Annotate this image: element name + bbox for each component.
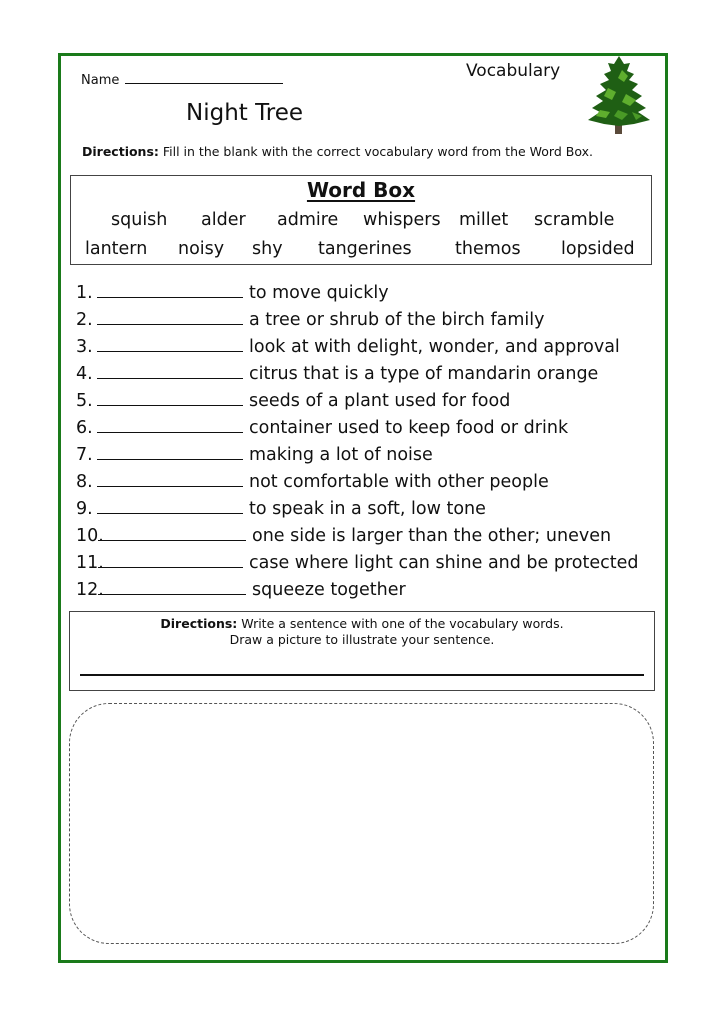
answer-blank[interactable] [97,441,243,460]
question-number: 4. [76,364,93,384]
answer-blank[interactable] [97,468,243,487]
question-definition: to speak in a soft, low tone [249,499,486,519]
question-row [76,522,611,549]
directions-text: Fill in the blank with the correct vocabulary word from the Word Box. [158,144,593,159]
word-item: lopsided [561,239,635,259]
question-definition: one side is larger than the other; uneven [252,526,612,546]
word-box [70,175,652,265]
word-item: whispers [363,210,441,230]
question-definition: making a lot of noise [249,445,433,465]
question-row [76,414,568,441]
word-item: tangerines [318,239,412,259]
pine-tree-icon [586,54,652,136]
answer-blank[interactable] [97,360,243,379]
directions-label: Directions: [160,616,238,631]
question-row [76,576,406,603]
answer-blank[interactable] [98,522,246,541]
question-definition: case where light can shine and be protected [249,553,639,573]
question-row [76,306,544,333]
sentence-writing-line[interactable] [80,674,644,676]
question-row [76,441,433,468]
question-number: 8. [76,472,93,492]
word-item: themos [455,239,521,259]
word-item: squish [111,210,168,230]
directions-fill-in [82,144,593,159]
name-blank[interactable] [125,70,283,84]
question-row [76,279,389,306]
answer-blank[interactable] [97,306,243,325]
question-definition: container used to keep food or drink [249,418,569,438]
sentence-directions-box [69,611,655,691]
question-definition: to move quickly [249,283,389,303]
question-definition: citrus that is a type of mandarin orange [249,364,599,384]
word-item: shy [252,239,283,259]
question-row [76,468,549,495]
answer-blank[interactable] [97,333,243,352]
answer-blank[interactable] [98,576,246,595]
word-item: admire [277,210,339,230]
directions-label: Directions: [82,144,159,159]
directions-text-line2: Draw a picture to illustrate your sentence. [229,632,495,647]
question-row [76,333,620,360]
answer-blank[interactable] [97,279,243,298]
word-item: millet [459,210,509,230]
answer-blank[interactable] [97,414,243,433]
word-box-title: Word Box [306,178,416,202]
answer-blank[interactable] [97,495,243,514]
question-number: 5. [76,391,93,411]
question-number: 10. [76,526,104,546]
question-number: 3. [76,337,93,357]
question-number: 2. [76,310,93,330]
word-item: alder [201,210,246,230]
question-row [76,360,598,387]
word-item: scramble [534,210,615,230]
name-label: Name [81,73,120,88]
category-label: Vocabulary [466,61,561,81]
question-number: 9. [76,499,93,519]
question-definition: not comfortable with other people [249,472,549,492]
question-number: 1. [76,283,93,303]
question-row [76,549,638,576]
answer-blank[interactable] [98,549,243,568]
directions-text: Write a sentence with one of the vocabulary words. [237,616,564,631]
drawing-area[interactable] [69,703,654,944]
question-definition: look at with delight, wonder, and approval [249,337,620,357]
question-row [76,495,486,522]
worksheet-title: Night Tree [186,100,304,126]
answer-blank[interactable] [97,387,243,406]
question-definition: seeds of a plant used for food [249,391,511,411]
question-number: 6. [76,418,93,438]
question-definition: a tree or shrub of the birch family [249,310,545,330]
question-number: 11. [76,553,104,573]
name-field [81,70,283,88]
word-item: noisy [178,239,225,259]
word-item: lantern [85,239,148,259]
question-number: 12. [76,580,104,600]
question-number: 7. [76,445,93,465]
question-row [76,387,510,414]
question-definition: squeeze together [252,580,406,600]
